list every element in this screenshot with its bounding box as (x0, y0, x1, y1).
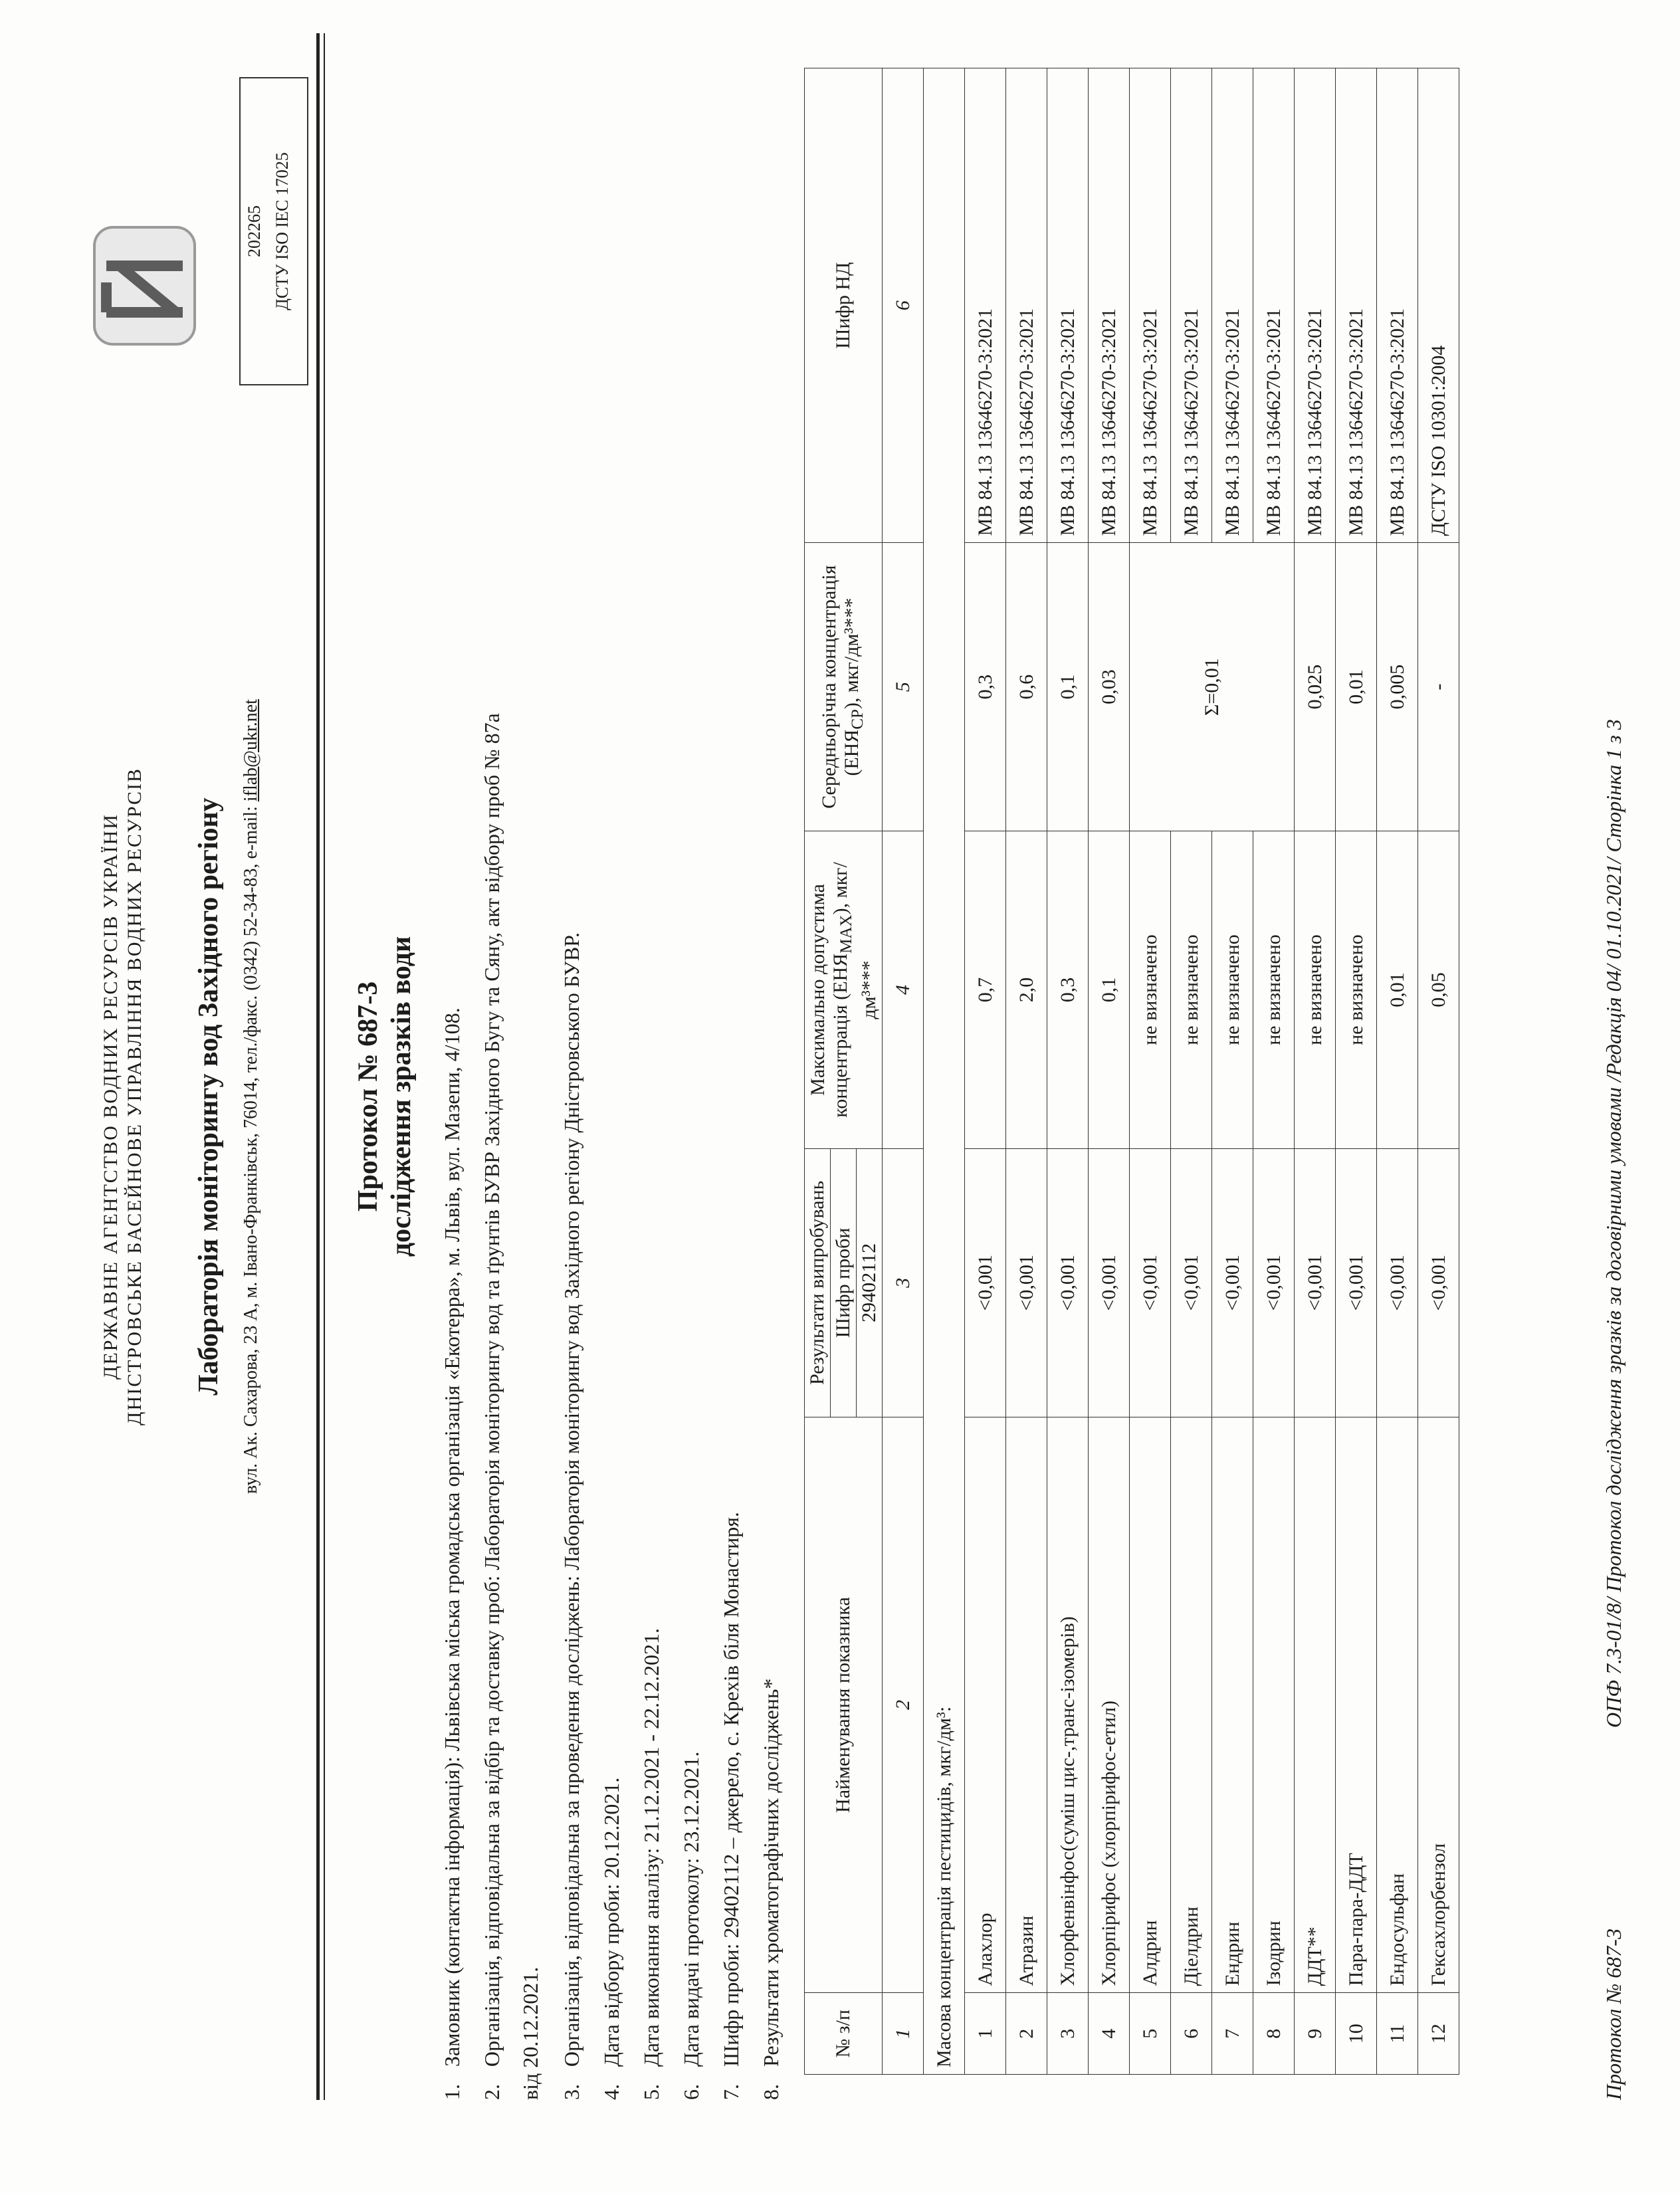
result-value: <0,001 (1212, 1149, 1253, 1417)
method-code: МВ 84.13 13646270-3:2021 (1212, 68, 1253, 543)
info-item-1: 1.Замовник (контактна інформація): Львівська міська громадська організація «Екотерра», м. Львів, вул. Мазепи, 4/108. (440, 1007, 464, 2100)
result-value: <0,001 (965, 1149, 1006, 1417)
protocol-title: Протокол № 687-3 (353, 981, 383, 1212)
footer-protocol: Протокол № 687-3 (1602, 1929, 1626, 2100)
method-code: МВ 84.13 13646270-3:2021 (1377, 68, 1418, 543)
avg-concentration-merged: Σ=0,01 (1130, 543, 1295, 831)
result-value: <0,001 (1130, 1149, 1171, 1417)
row-number: 2 (1006, 1993, 1047, 2075)
result-value: <0,001 (1336, 1149, 1377, 1417)
avg-concentration: - (1418, 543, 1459, 831)
avg-concentration: 0,01 (1336, 543, 1377, 831)
method-code: МВ 84.13 13646270-3:2021 (1336, 68, 1377, 543)
table-row (1130, 68, 1171, 2075)
method-code: ДСТУ ISO 10301:2004 (1418, 68, 1459, 543)
table-row (1377, 68, 1418, 2075)
row-number: 5 (1130, 1993, 1171, 2075)
protocol-subtitle: дослідження зразків води (386, 936, 417, 1257)
method-code: МВ 84.13 13646270-3:2021 (1130, 68, 1171, 543)
max-concentration: не визначено (1130, 831, 1171, 1148)
table-row (1336, 68, 1377, 2075)
max-concentration: не визначено (1212, 831, 1253, 1148)
table-row (1171, 68, 1212, 2075)
table-row (1089, 68, 1130, 2075)
method-code: МВ 84.13 13646270-3:2021 (1171, 68, 1212, 543)
avg-concentration: 0,3 (965, 543, 1006, 831)
method-code: МВ 84.13 13646270-3:2021 (1089, 68, 1130, 543)
table-row (1212, 68, 1253, 2075)
col-header-num: № з/п (805, 1993, 883, 2075)
avg-concentration: 0,1 (1047, 543, 1089, 831)
indicator-name: Діелдрин (1171, 1417, 1212, 1993)
indicator-name: Алахлор (965, 1417, 1006, 1993)
table-row (1047, 68, 1089, 2075)
row-number: 9 (1295, 1993, 1336, 2075)
max-concentration: не визначено (1295, 831, 1336, 1148)
info-item-2: 2.Організація, відповідальна за відбір та доставку проб: Лабораторія моніторингу вод та ґрунтів БУВР Західного Бугу та Сяну, акт відбору проб № 87а (480, 713, 504, 2100)
accreditation-number: 202265 (245, 205, 264, 257)
max-concentration: 2,0 (1006, 831, 1047, 1148)
table-row (1418, 68, 1459, 2075)
indicator-name: ДДТ** (1295, 1417, 1336, 1993)
indicator-name: Хлорфенвінфос(суміш цис-,транс-ізомерів) (1047, 1417, 1089, 1993)
row-number: 3 (1047, 1993, 1089, 2075)
max-concentration: 0,7 (965, 831, 1006, 1148)
max-concentration: 0,3 (1047, 831, 1089, 1148)
indicator-name: Атразин (1006, 1417, 1047, 1993)
result-value: <0,001 (1253, 1149, 1295, 1417)
result-value: <0,001 (1006, 1149, 1047, 1417)
info-item-2-continued: від 20.12.2021. (518, 1966, 542, 2100)
row-number: 7 (1212, 1993, 1253, 2075)
col-header-name: Найменування показника (805, 1417, 883, 1993)
info-item-7: 7.Шифр проби: 29402112 – джерело, с. Крехів біля Монастиря. (719, 1512, 743, 2100)
method-code: МВ 84.13 13646270-3:2021 (1006, 68, 1047, 543)
result-value: <0,001 (1418, 1149, 1459, 1417)
lab-title: Лабораторія моніторингу вод Західного регіону (193, 797, 224, 1396)
col-header-nd: Шифр НД (805, 68, 883, 543)
max-concentration: 0,1 (1089, 831, 1130, 1148)
accreditation-standard: ДСТУ ISO IEC 17025 (272, 152, 292, 310)
method-code: МВ 84.13 13646270-3:2021 (1253, 68, 1295, 543)
max-concentration: не визначено (1171, 831, 1212, 1148)
info-item-3: 3.Організація, відповідальна за проведення досліджень: Лабораторія моніторингу вод Західного регіону Дністровського БУВР. (560, 932, 583, 2100)
result-value: <0,001 (1171, 1149, 1212, 1417)
max-concentration: не визначено (1336, 831, 1377, 1148)
header-divider (316, 33, 325, 2100)
row-number: 12 (1418, 1993, 1459, 2075)
row-number: 10 (1336, 1993, 1377, 2075)
section-row: Масова концентрація пестицидів, мкг/дм³: (924, 68, 965, 2075)
method-code: МВ 84.13 13646270-3:2021 (1047, 68, 1089, 543)
row-number: 6 (1171, 1993, 1212, 2075)
table-row (1006, 68, 1047, 2075)
ministry-line-2: ДНІСТРОВСЬКЕ БАСЕЙНОВЕ УПРАВЛІННЯ ВОДНИХ РЕСУРСІВ (124, 768, 146, 1425)
avg-concentration: 0,005 (1377, 543, 1418, 831)
address-line (241, 0, 262, 2193)
avg-concentration: 0,03 (1089, 543, 1130, 831)
column-number-row: 1 2 3 4 5 6 (883, 68, 924, 2075)
email-link[interactable]: iflab@ukr.net (241, 699, 261, 802)
method-code: МВ 84.13 13646270-3:2021 (1295, 68, 1336, 543)
result-value: <0,001 (1295, 1149, 1336, 1417)
footer-form-info: ОПФ 7.3-01/8/ Протокол дослідження зразків за договірними умовами /Редакція 04/ 01.10.2021/ Сторінка 1 з 3 (1602, 719, 1626, 1728)
address-text: вул. Ак. Сахарова, 23 А, м. Івано-Франківськ, 76014, тел./факс. (0342) 52-34-83, e-mail: (241, 801, 261, 1494)
indicator-name: Ізодрин (1253, 1417, 1295, 1993)
info-item-6: 6.Дата видачі протоколу: 23.12.2021. (679, 1751, 703, 2100)
max-concentration: 0,01 (1377, 831, 1418, 1148)
indicator-name: Хлорпірифос (хлорпірифос-етил) (1089, 1417, 1130, 1993)
avg-concentration: 0,6 (1006, 543, 1047, 831)
info-item-8: 8.Результати хроматографічних досліджень* (759, 1678, 783, 2100)
max-concentration: 0,05 (1418, 831, 1459, 1148)
row-number: 4 (1089, 1993, 1130, 2075)
indicator-name: Ендрин (1212, 1417, 1253, 1993)
table-row (965, 68, 1006, 2075)
indicator-name: Пара-пара-ДДТ (1336, 1417, 1377, 1993)
result-value: <0,001 (1047, 1149, 1089, 1417)
col-header-sample-label: Шифр проби (831, 1149, 857, 1417)
col-header-sample-code: 29402112 (857, 1149, 883, 1417)
ministry-line-1: ДЕРЖАВНЕ АГЕНТСТВО ВОДНИХ РЕСУРСІВ УКРАЇНИ (100, 813, 122, 1380)
row-number: 1 (965, 1993, 1006, 2075)
info-item-5: 5.Дата виконання аналізу: 21.12.2021 - 22.12.2021. (639, 1628, 663, 2100)
avg-concentration: 0,025 (1295, 543, 1336, 831)
table-row (1253, 68, 1295, 2075)
indicator-name: Гексахлорбензол (1418, 1417, 1459, 1993)
max-concentration: не визначено (1253, 831, 1295, 1148)
results-table (804, 68, 1459, 2075)
info-item-4: 4.Дата відбору проби: 20.12.2021. (599, 1777, 623, 2100)
row-number: 8 (1253, 1993, 1295, 2075)
col-header-results: Результати випробувань (805, 1149, 831, 1417)
row-number: 11 (1377, 1993, 1418, 2075)
indicator-name: Ендосульфан (1377, 1417, 1418, 1993)
indicator-name: Алдрин (1130, 1417, 1171, 1993)
table-header-row (805, 68, 831, 2075)
col-header-avg: Середньорічна концентрація $(ЕНЯ_{СР})$, мкг/дм³*** (805, 543, 883, 831)
col-header-max: Максимально допустима концентрація $(ЕНЯ_{МАХ})$, мкг/дм³*** (805, 831, 883, 1148)
table-row (1295, 68, 1336, 2075)
method-code: МВ 84.13 13646270-3:2021 (965, 68, 1006, 543)
result-value: <0,001 (1089, 1149, 1130, 1417)
result-value: <0,001 (1377, 1149, 1418, 1417)
